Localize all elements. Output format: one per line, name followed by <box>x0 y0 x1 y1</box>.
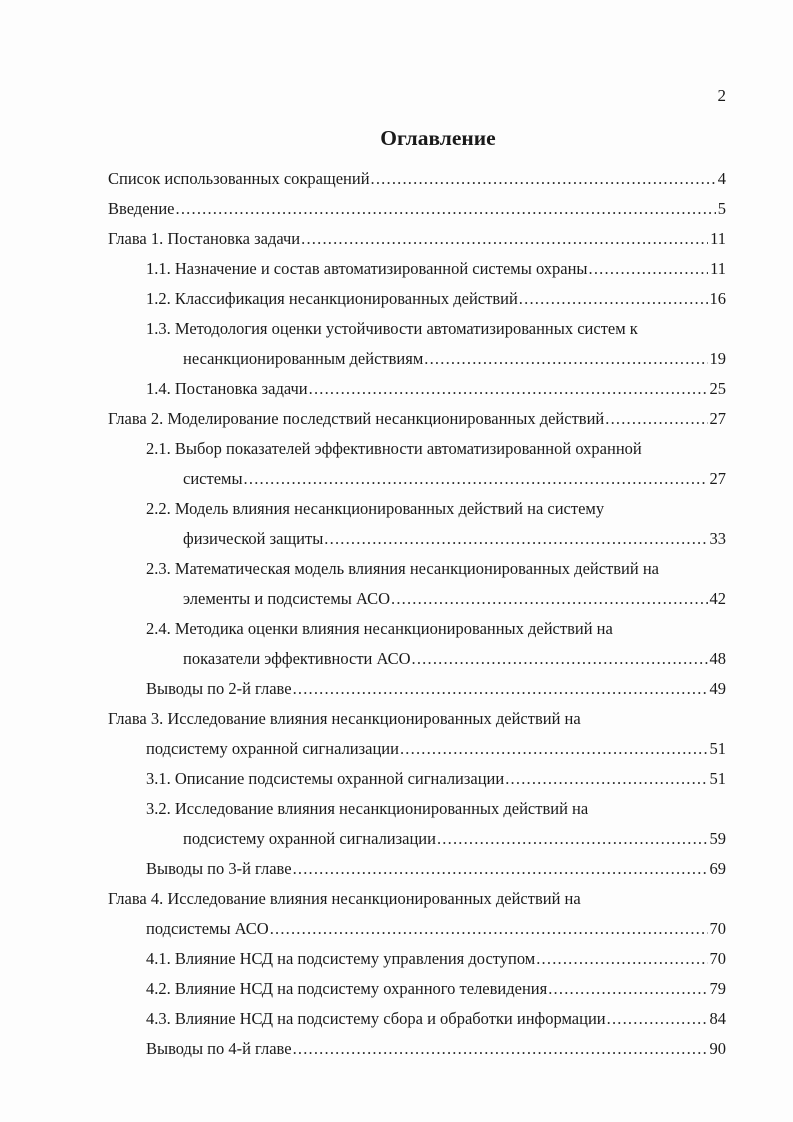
toc-entry[interactable] <box>146 288 726 310</box>
toc-entry[interactable] <box>146 918 726 940</box>
toc-entry-first-line[interactable] <box>146 618 726 640</box>
toc-entry[interactable] <box>108 198 726 220</box>
page-title: Оглавление <box>380 126 496 150</box>
toc-entry[interactable] <box>183 468 726 490</box>
toc-entry-page: 51 <box>709 769 726 788</box>
toc-entry-first-line[interactable] <box>108 708 726 730</box>
toc-entry-text: 1.2. Классификация несанкционированных действий <box>146 289 518 308</box>
toc-leader <box>293 858 708 880</box>
toc-entry-page: 70 <box>709 919 726 938</box>
toc-entry-text: Глава 2. Моделирование последствий несанкционированных действий <box>108 409 605 428</box>
toc-entry-first-line[interactable] <box>146 438 726 460</box>
toc-entry-text: Список использованных сокращений <box>108 169 370 188</box>
toc-entry-first-line[interactable] <box>108 888 726 910</box>
toc-leader <box>270 918 708 940</box>
toc-entry[interactable] <box>183 588 726 610</box>
toc-entry-page: 27 <box>709 469 726 488</box>
toc-leader <box>244 468 708 490</box>
toc-entry[interactable] <box>146 1038 726 1060</box>
toc-entry-first-line[interactable] <box>146 798 726 820</box>
toc-entry-page: 79 <box>709 979 726 998</box>
toc-entry[interactable] <box>146 258 726 280</box>
toc-entry[interactable] <box>146 858 726 880</box>
toc-entry-text: 2.3. Математическая модель влияния несанкционированных действий на <box>146 559 659 578</box>
toc-entry[interactable] <box>146 738 726 760</box>
toc-entry-text: элементы и подсистемы АСО <box>183 589 390 608</box>
toc-entry-text: подсистемы АСО <box>146 919 269 938</box>
toc-entry-text: 2.4. Методика оценки влияния несанкционированных действий на <box>146 619 613 638</box>
toc-entry-first-line[interactable] <box>146 558 726 580</box>
toc-entry[interactable] <box>108 228 726 250</box>
toc-leader <box>400 738 708 760</box>
toc-entry[interactable] <box>146 678 726 700</box>
toc-leader <box>309 378 708 400</box>
toc-entry-page: 59 <box>709 829 726 848</box>
toc-entry-text: Глава 4. Исследование влияния несанкционированных действий на <box>108 889 581 908</box>
toc-leader <box>437 828 708 850</box>
toc-leader <box>424 348 707 370</box>
toc-entry-text: Выводы по 2-й главе <box>146 679 292 698</box>
toc-entry-text: Выводы по 3-й главе <box>146 859 292 878</box>
toc-entry-page: 90 <box>709 1039 726 1058</box>
toc-entry-page: 42 <box>709 589 726 608</box>
toc-leader <box>176 198 716 220</box>
toc-entry[interactable] <box>108 168 726 190</box>
toc-leader <box>301 228 708 250</box>
toc-leader <box>505 768 707 790</box>
toc-entry[interactable] <box>183 828 726 850</box>
toc-entry-text: Введение <box>108 199 175 218</box>
toc-leader <box>371 168 716 190</box>
toc-leader <box>589 258 709 280</box>
toc-entry[interactable] <box>183 348 726 370</box>
toc-entry-page: 11 <box>710 259 726 278</box>
toc-entry-page: 11 <box>710 229 726 248</box>
toc-entry-text: 3.1. Описание подсистемы охранной сигнализации <box>146 769 505 788</box>
toc-leader <box>548 978 707 1000</box>
toc-entry-text: 4.1. Влияние НСД на подсистему управления доступом <box>146 949 536 968</box>
toc-leader <box>536 948 707 970</box>
toc-entry-text: 3.2. Исследование влияния несанкционированных действий на <box>146 799 589 818</box>
toc-entry-text: Глава 3. Исследование влияния несанкционированных действий на <box>108 709 581 728</box>
toc-entry-first-line[interactable] <box>146 498 726 520</box>
toc-entry[interactable] <box>146 948 726 970</box>
toc-entry-page: 33 <box>709 529 726 548</box>
toc-entry-page: 16 <box>709 289 726 308</box>
toc-entry-text: 2.2. Модель влияния несанкционированных действий на систему <box>146 499 605 518</box>
toc-entry-text: подсистему охранной сигнализации <box>183 829 436 848</box>
toc-entry-text: системы <box>183 469 243 488</box>
toc-entry[interactable] <box>146 978 726 1000</box>
toc-leader <box>293 678 708 700</box>
toc-entry-text: 2.1. Выбор показателей эффективности автоматизированной охранной <box>146 439 642 458</box>
toc-leader <box>519 288 708 310</box>
toc-entry-text: Глава 1. Постановка задачи <box>108 229 301 248</box>
toc-leader <box>324 528 707 550</box>
toc-entry-text: 1.4. Постановка задачи <box>146 379 308 398</box>
toc-entry-text: несанкционированным действиям <box>183 349 424 368</box>
toc-entry[interactable] <box>146 1008 726 1030</box>
toc-entry-first-line[interactable] <box>146 318 726 340</box>
toc-entry-page: 51 <box>709 739 726 758</box>
toc-entry-page: 48 <box>709 649 726 668</box>
page-number: 2 <box>717 86 726 105</box>
toc-entry-page: 5 <box>717 199 726 218</box>
toc-entry[interactable] <box>146 378 726 400</box>
toc-entry-page: 27 <box>709 409 726 428</box>
toc-entry-page: 4 <box>717 169 726 188</box>
toc-entry-page: 84 <box>709 1009 726 1028</box>
toc-entry[interactable] <box>183 648 726 670</box>
toc-leader <box>293 1038 708 1060</box>
toc-entry[interactable] <box>183 528 726 550</box>
toc-entry-text: Выводы по 4-й главе <box>146 1039 292 1058</box>
toc-leader <box>412 648 708 670</box>
toc-entry-text: физической защиты <box>183 529 324 548</box>
toc-entry-page: 25 <box>709 379 726 398</box>
toc-entry-text: показатели эффективности АСО <box>183 649 411 668</box>
toc-entry[interactable] <box>108 408 726 430</box>
toc-leader <box>605 408 707 430</box>
toc-leader <box>607 1008 708 1030</box>
toc-entry-page: 69 <box>709 859 726 878</box>
toc-entry-text: 4.3. Влияние НСД на подсистему сбора и обработки информации <box>146 1009 606 1028</box>
toc-entry-text: 1.1. Назначение и состав автоматизированной системы охраны <box>146 259 588 278</box>
toc-entry-page: 19 <box>709 349 726 368</box>
toc-entry-text: подсистему охранной сигнализации <box>146 739 399 758</box>
toc-entry-page: 70 <box>709 949 726 968</box>
toc-entry[interactable] <box>146 768 726 790</box>
toc-leader <box>391 588 708 610</box>
toc-entry-text: 4.2. Влияние НСД на подсистему охранного телевидения <box>146 979 548 998</box>
toc-entry-text: 1.3. Методология оценки устойчивости автоматизированных систем к <box>146 319 638 338</box>
toc-entry-page: 49 <box>709 679 726 698</box>
